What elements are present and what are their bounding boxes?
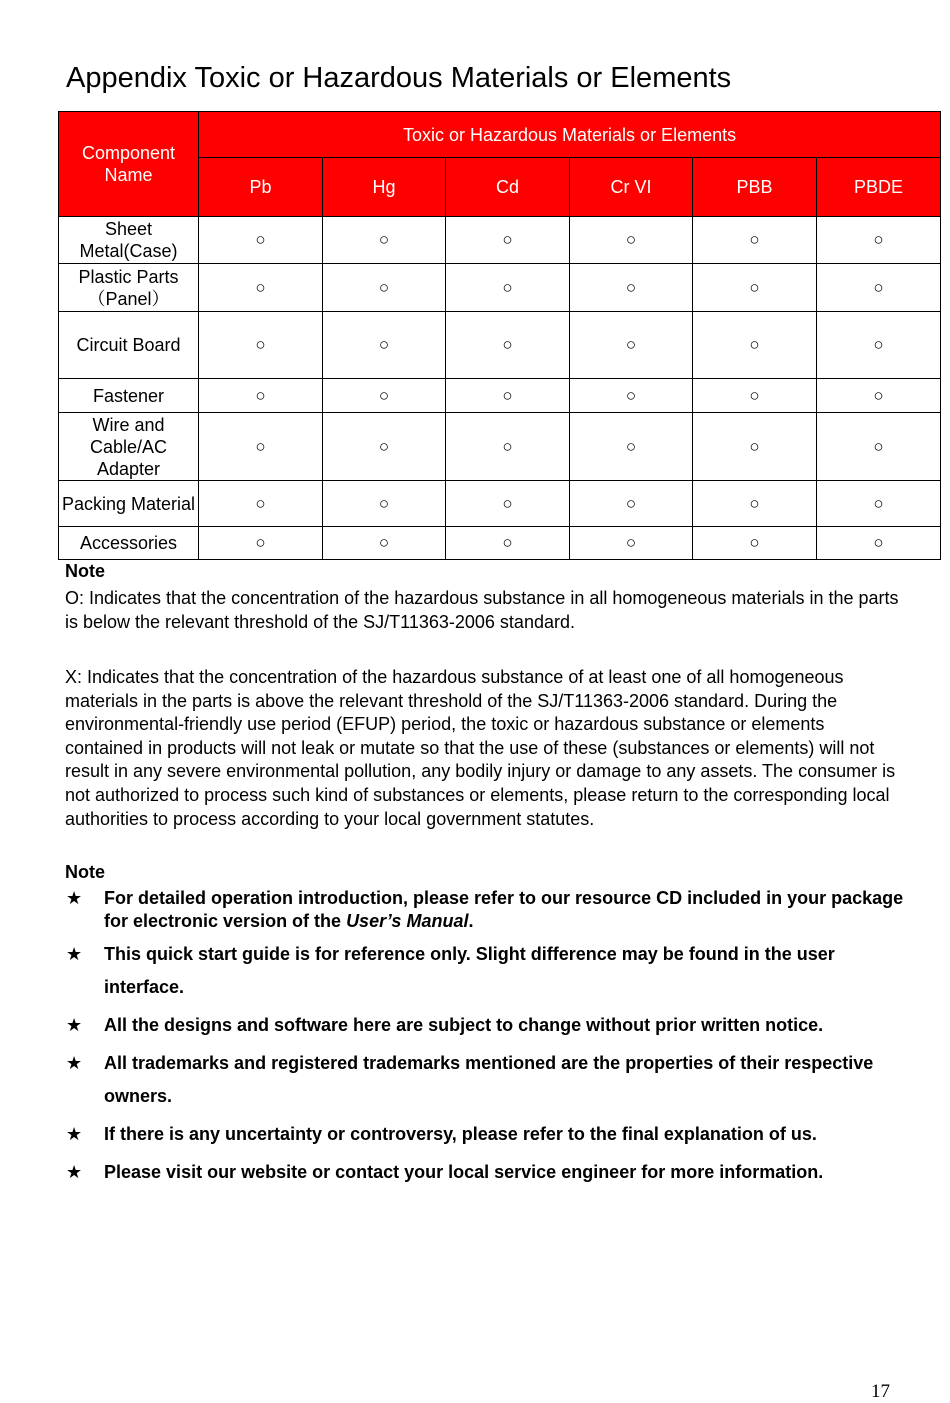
material-value-cell: ○ (199, 217, 323, 264)
material-value-cell: ○ (817, 379, 941, 413)
list-item (66, 887, 906, 933)
note-text: For detailed operation introduction, please refer to our resource CD included in your package for electronic version of the (104, 888, 904, 931)
material-value-cell: ○ (446, 527, 570, 560)
material-value-cell: ○ (323, 264, 446, 312)
material-value-cell: ○ (570, 379, 693, 413)
material-value-cell: ○ (199, 413, 323, 481)
component-name-cell: Wire and Cable/AC Adapter (59, 413, 199, 481)
note-text: All the designs and software here are subject to change without prior written notice. (104, 1015, 824, 1035)
page-number: 17 (871, 1381, 890, 1402)
material-value-cell: ○ (323, 413, 446, 481)
material-value-cell: ○ (570, 264, 693, 312)
note-o-paragraph: O: Indicates that the concentration of the hazardous substance in all homogeneous materials in the parts is below the relevant threshold of the SJ/T11363-2006 standard. (65, 588, 899, 632)
material-value-cell: ○ (817, 413, 941, 481)
material-value-cell: ○ (199, 527, 323, 560)
material-value-cell: ○ (323, 217, 446, 264)
column-header: Pb (199, 158, 323, 217)
material-value-cell: ○ (323, 481, 446, 527)
star-icon: ★ (66, 1053, 83, 1073)
material-value-cell: ○ (817, 264, 941, 312)
note-heading: Note (65, 561, 105, 581)
column-header: Cd (446, 158, 570, 217)
material-value-cell: ○ (323, 312, 446, 379)
material-value-cell: ○ (446, 481, 570, 527)
material-value-cell: ○ (323, 379, 446, 413)
note-text: Please visit our website or contact your local service engineer for more information. (104, 1162, 824, 1182)
component-name-header: Component Name (59, 112, 199, 217)
material-value-cell: ○ (570, 413, 693, 481)
page-title: Appendix Toxic or Hazardous Materials or Elements (66, 62, 732, 94)
material-value-cell: ○ (446, 312, 570, 379)
star-icon: ★ (66, 944, 83, 964)
column-header: PBB (693, 158, 817, 217)
material-value-cell: ○ (199, 312, 323, 379)
material-value-cell: ○ (693, 413, 817, 481)
star-icon: ★ (66, 1015, 83, 1035)
material-value-cell: ○ (446, 217, 570, 264)
material-value-cell: ○ (693, 481, 817, 527)
component-name-cell: Accessories (59, 527, 199, 560)
notes-list (66, 887, 906, 1198)
material-value-cell: ○ (570, 481, 693, 527)
material-value-cell: ○ (817, 312, 941, 379)
list-item (66, 1118, 906, 1151)
material-value-cell: ○ (570, 527, 693, 560)
table-row (59, 217, 941, 264)
note-emphasis: User’s Manual (346, 911, 469, 931)
component-name-cell: Packing Material (59, 481, 199, 527)
note-text: If there is any uncertainty or controversy, please refer to the final explanation of us. (104, 1124, 817, 1144)
table-row (59, 413, 941, 481)
material-value-cell: ○ (446, 413, 570, 481)
column-header: PBDE (817, 158, 941, 217)
material-value-cell: ○ (693, 379, 817, 413)
material-value-cell: ○ (323, 527, 446, 560)
note-text: This quick start guide is for reference only. Slight difference may be found in the user interface. (104, 944, 835, 997)
material-value-cell: ○ (199, 264, 323, 312)
component-name-cell: Plastic Parts（Panel） (59, 264, 199, 312)
star-icon: ★ (66, 888, 83, 908)
table-row (59, 312, 941, 379)
star-icon: ★ (66, 1124, 83, 1144)
material-value-cell: ○ (693, 217, 817, 264)
material-value-cell: ○ (570, 217, 693, 264)
note-text: All trademarks and registered trademarks mentioned are the properties of their respective owners. (104, 1053, 874, 1106)
component-name-cell: Circuit Board (59, 312, 199, 379)
material-value-cell: ○ (817, 217, 941, 264)
list-item (66, 1009, 906, 1042)
table-header-row (59, 112, 941, 158)
material-value-cell: ○ (446, 264, 570, 312)
material-value-cell: ○ (693, 312, 817, 379)
material-value-cell: ○ (817, 481, 941, 527)
list-item (66, 938, 906, 1004)
table-row (59, 379, 941, 413)
column-header: Cr VI (570, 158, 693, 217)
note-text-end: . (468, 911, 474, 931)
note-x-paragraph: X: Indicates that the concentration of the hazardous substance of at least one of all homogeneous materials in the parts is above the relevant threshold of the SJ/T11363-2006 standard. During the environmental-friendly use period (EFUP) period, the toxic or hazardous substance or elements contained in products will not leak or mutate so that the use of these (substances or elements) will not result in any severe environmental pollution, any bodily injury or damage to any assets. The consumer is not authorized to process such kind of substances or elements, please return to the corresponding local authorities to process according to your local government statutes. (65, 667, 896, 829)
component-name-cell: Sheet Metal(Case) (59, 217, 199, 264)
note-heading-2: Note (65, 862, 105, 882)
material-value-cell: ○ (199, 481, 323, 527)
table-row (59, 264, 941, 312)
material-value-cell: ○ (693, 264, 817, 312)
material-value-cell: ○ (446, 379, 570, 413)
table-row (59, 481, 941, 527)
table-row (59, 527, 941, 560)
material-value-cell: ○ (817, 527, 941, 560)
star-icon: ★ (66, 1162, 83, 1182)
column-header: Hg (323, 158, 446, 217)
hazardous-materials-table (58, 111, 941, 560)
materials-group-header: Toxic or Hazardous Materials or Elements (199, 112, 941, 158)
component-name-cell: Fastener (59, 379, 199, 413)
material-value-cell: ○ (693, 527, 817, 560)
material-value-cell: ○ (199, 379, 323, 413)
list-item (66, 1047, 906, 1113)
material-value-cell: ○ (570, 312, 693, 379)
list-item (66, 1156, 906, 1189)
